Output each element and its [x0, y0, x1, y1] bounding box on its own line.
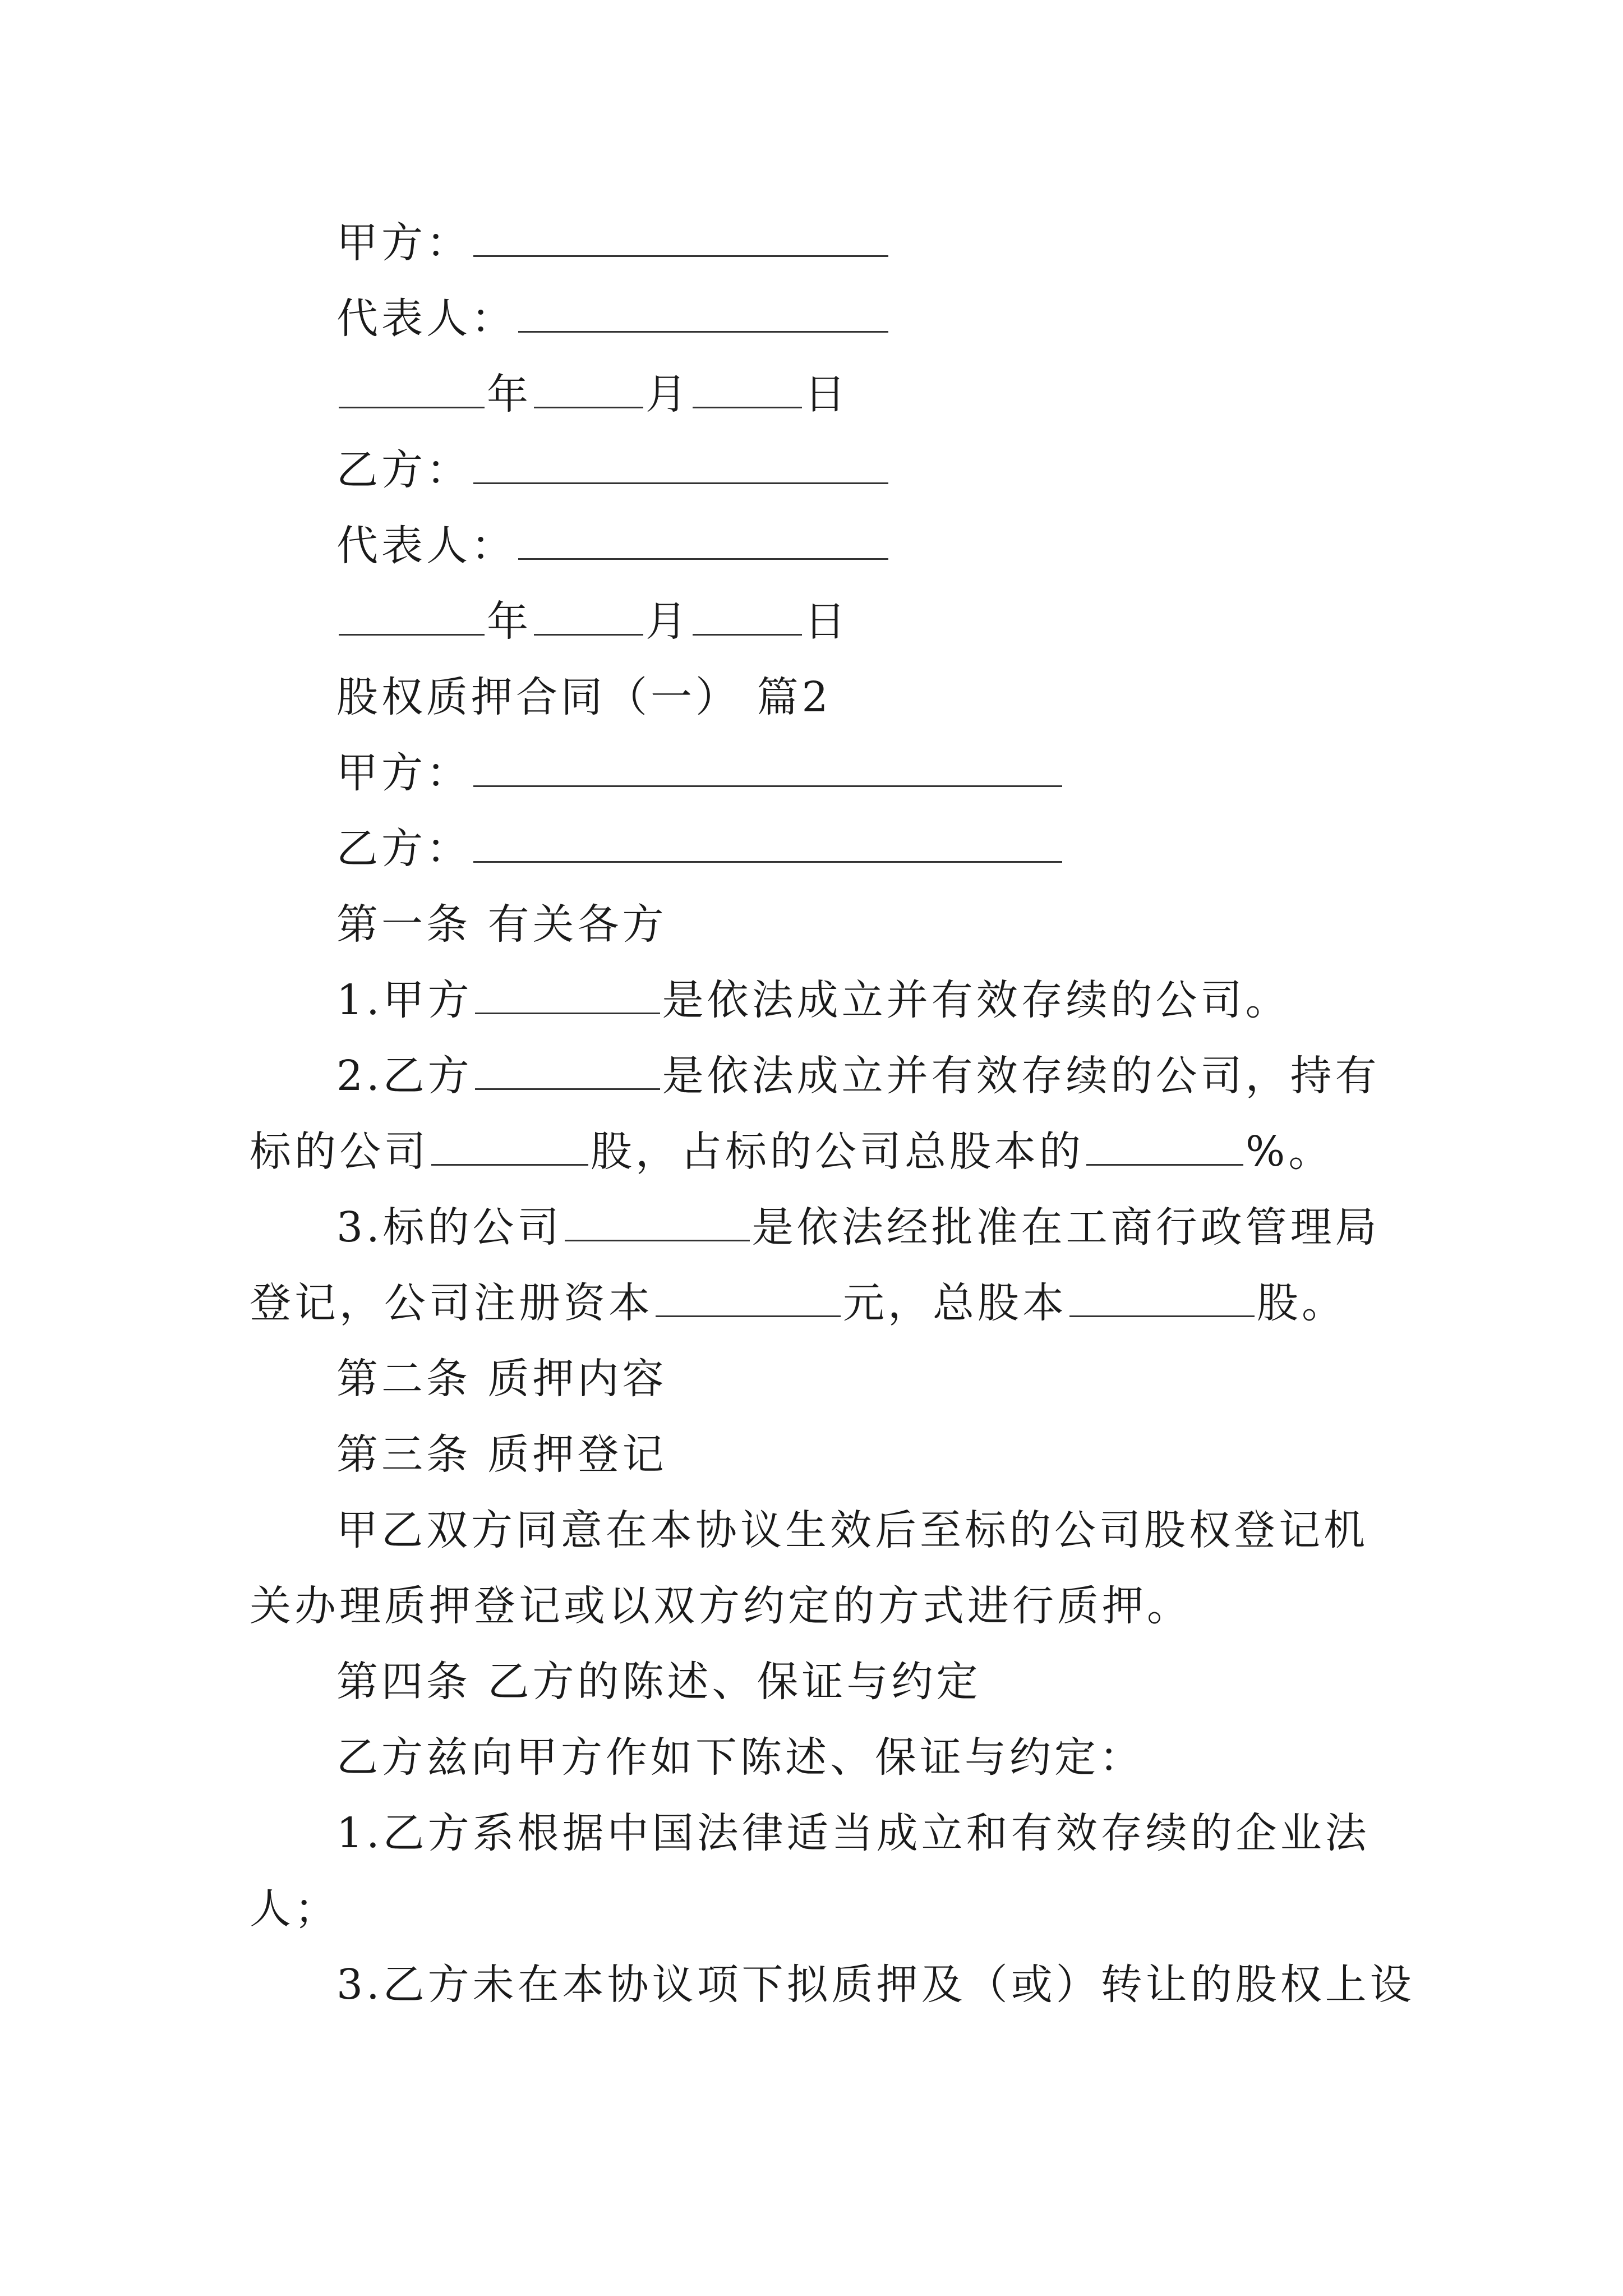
- month-blank: [534, 599, 643, 636]
- shares-blank: [431, 1129, 588, 1166]
- clause-1-2: [0, 1049, 1623, 1103]
- clause-text: 股。: [1257, 1279, 1347, 1327]
- clause-text: 是依法成立并有效存续的公司，持有: [662, 1052, 1380, 1100]
- month-label: 月: [645, 370, 690, 418]
- company-name-blank: [475, 978, 660, 1014]
- company-name-blank: [565, 1205, 750, 1241]
- percent-blank: [1086, 1129, 1243, 1166]
- party-a-line-2: [0, 746, 1623, 800]
- paragraph-text: 1.乙方系根据中国法律适当成立和有效存续的企业法: [336, 1809, 1370, 1857]
- capital-blank: [656, 1281, 841, 1317]
- article-1-heading: 第一条 有关各方: [336, 900, 667, 949]
- clause-text: 股，占标的公司总股本的: [591, 1128, 1084, 1176]
- representative-b-line: [0, 519, 1623, 573]
- representative-b-blank: [518, 523, 888, 560]
- clause-1-3: [0, 1200, 1623, 1254]
- clause-text: %。: [1246, 1128, 1334, 1176]
- section-heading: 股权质押合同（一） 篇2: [336, 673, 832, 721]
- clause-1-1: [0, 973, 1623, 1027]
- year-blank: [339, 599, 485, 636]
- party-b-line-2: [0, 822, 1623, 876]
- party-b-blank: [473, 448, 888, 484]
- clause-1-3-cont: [0, 1276, 1623, 1330]
- representative-a-blank: [518, 296, 888, 333]
- day-label: 日: [804, 370, 849, 418]
- date-a-line: [0, 367, 1623, 421]
- clause-text: 是依法成立并有效存续的公司。: [662, 976, 1290, 1024]
- party-b-label: 乙方：: [336, 446, 471, 494]
- day-blank: [693, 372, 802, 408]
- representative-a-line: [0, 292, 1623, 346]
- clause-text: 元，总股本: [843, 1279, 1067, 1327]
- party-a-label: 甲方：: [336, 219, 471, 267]
- clause-1-2-cont: [0, 1125, 1623, 1179]
- clause-text: 登记，公司注册资本: [250, 1279, 653, 1327]
- paragraph-text: 关办理质押登记或以双方约定的方式进行质押。: [250, 1582, 1192, 1630]
- clause-text: 3.标的公司: [336, 1203, 562, 1251]
- article-2-heading: 第二条 质押内容: [336, 1355, 667, 1403]
- article-4-heading: 第四条 乙方的陈述、保证与约定: [336, 1658, 981, 1706]
- month-label: 月: [645, 597, 690, 646]
- party-a-blank: [473, 220, 888, 257]
- party-b-line: [0, 443, 1623, 497]
- year-blank: [339, 372, 485, 408]
- day-blank: [693, 599, 802, 636]
- article-3-heading: 第三条 质押登记: [336, 1430, 667, 1479]
- day-label: 日: [804, 597, 849, 646]
- party-b-blank: [473, 826, 1062, 863]
- clause-text: 标的公司: [250, 1128, 429, 1176]
- paragraph-text: 甲乙双方同意在本协议生效后至标的公司股权登记机: [336, 1506, 1368, 1554]
- company-name-blank: [475, 1053, 660, 1090]
- total-shares-blank: [1069, 1281, 1255, 1317]
- paragraph-text: 乙方兹向甲方作如下陈述、保证与约定：: [336, 1733, 1144, 1782]
- date-b-line: [0, 595, 1623, 648]
- party-a-line: [0, 216, 1623, 270]
- month-blank: [534, 372, 643, 408]
- clause-text: 1.甲方: [336, 976, 473, 1024]
- representative-b-label: 代表人：: [336, 522, 516, 570]
- representative-a-label: 代表人：: [336, 295, 516, 343]
- party-a-blank: [473, 751, 1062, 787]
- year-label: 年: [487, 597, 532, 646]
- party-b-label: 乙方：: [336, 825, 471, 873]
- year-label: 年: [487, 370, 532, 418]
- clause-text: 2.乙方: [336, 1052, 473, 1100]
- clause-text: 是依法经批准在工商行政管理局: [751, 1203, 1380, 1251]
- paragraph-text: 3.乙方未在本协议项下拟质押及（或）转让的股权上设: [336, 1961, 1415, 2009]
- party-a-label: 甲方：: [336, 749, 471, 797]
- paragraph-text: 人；: [250, 1885, 339, 1933]
